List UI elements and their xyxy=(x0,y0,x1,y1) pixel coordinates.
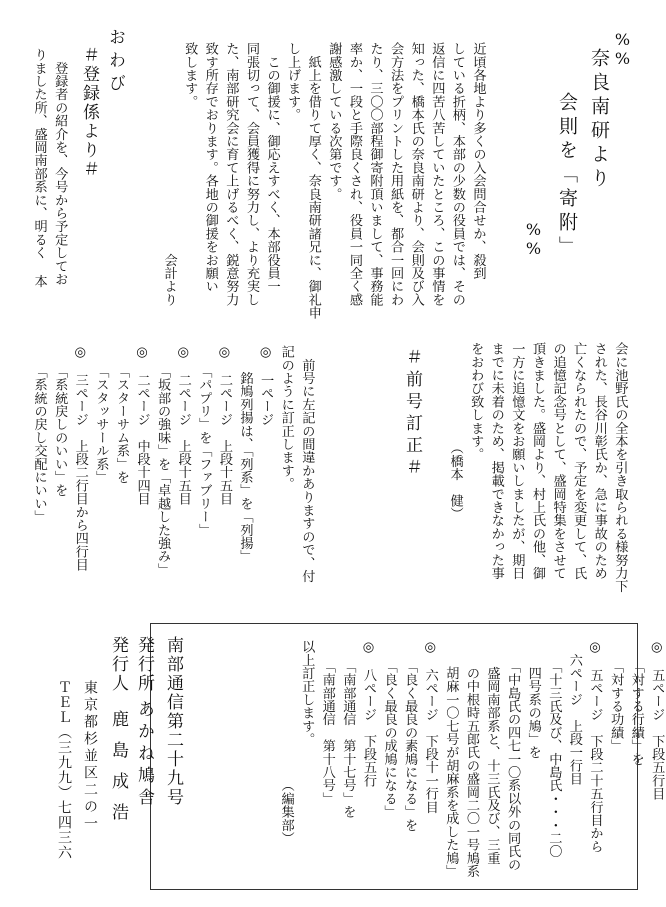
apology-body: 登録者の紹介を、今号から予定してお りました所、盛岡南部系に、明るく 本 xyxy=(31,48,68,288)
colophon-title: 南部通信第二十九号 xyxy=(163,636,183,807)
article-body-nara: 近頃各地より多くの入会問合せか、殺到 している折柄、本部の少数の役員では、その 返信に四苦八苦していたところ、この事情を 知った、橋本氏の奈良南研より、会則及び入 会方法をプリントした用紙を、都合一回にわ たり、三〇〇部程御寄附頂いまして、事務能 率か、一段と手際良くされ、役員一同全く感 謝感激している次第です。 紙上を借りて厚く、奈良南研諸兄に、御礼申 し上げます。 この御援に、御応えすべく、本部役員一 同張切って、会員獲得に努力し、より充実し た、南部研究会に育て上げるべく、鋭意努力 致す所存でおります。各地の御援をお願い 致します。 会計より xyxy=(161,42,486,320)
correction-body-continued: ◎ 五ページ 下段五行目 「対する行績」を 「対する功績」 ◎ 五ページ 下段二十五行目から 六ページ 上段一行目 「十三氏及び、中島氏・・・二〇 四号系の鳩」を 「中島氏の四七一〇系以外の同氏の 盛岡南部系と、十三氏及び、三重 の中根時五郎氏の盛岡二〇一号鳩系 胡麻一〇七号が胡麻系を成した鳩」 ◎ 六ページ 下段十一行目 「良く最良の素鳩になる」を 「良く最良の成鳩になる」 ◎ 八ページ 下段五行 「南部通信 第十七号」を 「南部通信 第十八号」 以上訂正します。 （編集部） xyxy=(278,640,665,878)
apology-title: おわび xyxy=(105,28,125,97)
decor-mark-bottom: %% xyxy=(524,220,543,258)
correction-body: 前号に左記の間違かありますので、付 記のように訂正します。 ◎ 一ページ 銘鳩列揚は、「列系」を「列揚」 ◎ 二ページ 上段十五目 「パプリ」を「ファブリー」 ◎ 二ページ 上段十五目 「坂部の強味」を「卓越した強み」 ◎ 二ページ 中段十四目 「スターサム系」を 「スタッサール系」 ◎ 三ページ 上段二行目から四行目 「系統戻しのいい」を 「系統の戻し交配にいい」 xyxy=(31,345,315,583)
colophon-box xyxy=(150,623,638,890)
colophon-issuer-label: 発行人 xyxy=(108,636,128,693)
colophon-address: 東京都杉並区二の一 xyxy=(82,680,98,833)
apology-subtitle: ＃登録係より＃ xyxy=(79,46,99,179)
article-body-memorial: 会に池野氏の全本を引き取られる様努力下 された、長谷川彰氏か、急に事故のため 亡くなられたので、予定を変更して、氏 の追憶記念号として、盛岡特集をさせて 頂きました。盛岡より、村上氏の他、御 一方に追憶文をお願いしましたが、期日 までに未着のため、掲載できなかった事 をおわび致します。 （橋本 健） xyxy=(447,342,628,593)
article-title-line2: 会則を「寄附」 xyxy=(556,92,578,260)
colophon-tel: ＴＥＬ（三九九）七四三六 xyxy=(56,680,72,860)
decor-mark-top: %% xyxy=(613,30,632,68)
colophon-issuer-name: 鹿島成浩 xyxy=(108,710,128,834)
correction-title: ＃前号訂正＃ xyxy=(402,348,422,480)
colophon-publisher-label: 発行所 xyxy=(134,636,154,693)
article-title-line1: 奈良南研より xyxy=(588,48,610,192)
colophon-publisher-name: あかね鳩舎 xyxy=(134,700,154,810)
